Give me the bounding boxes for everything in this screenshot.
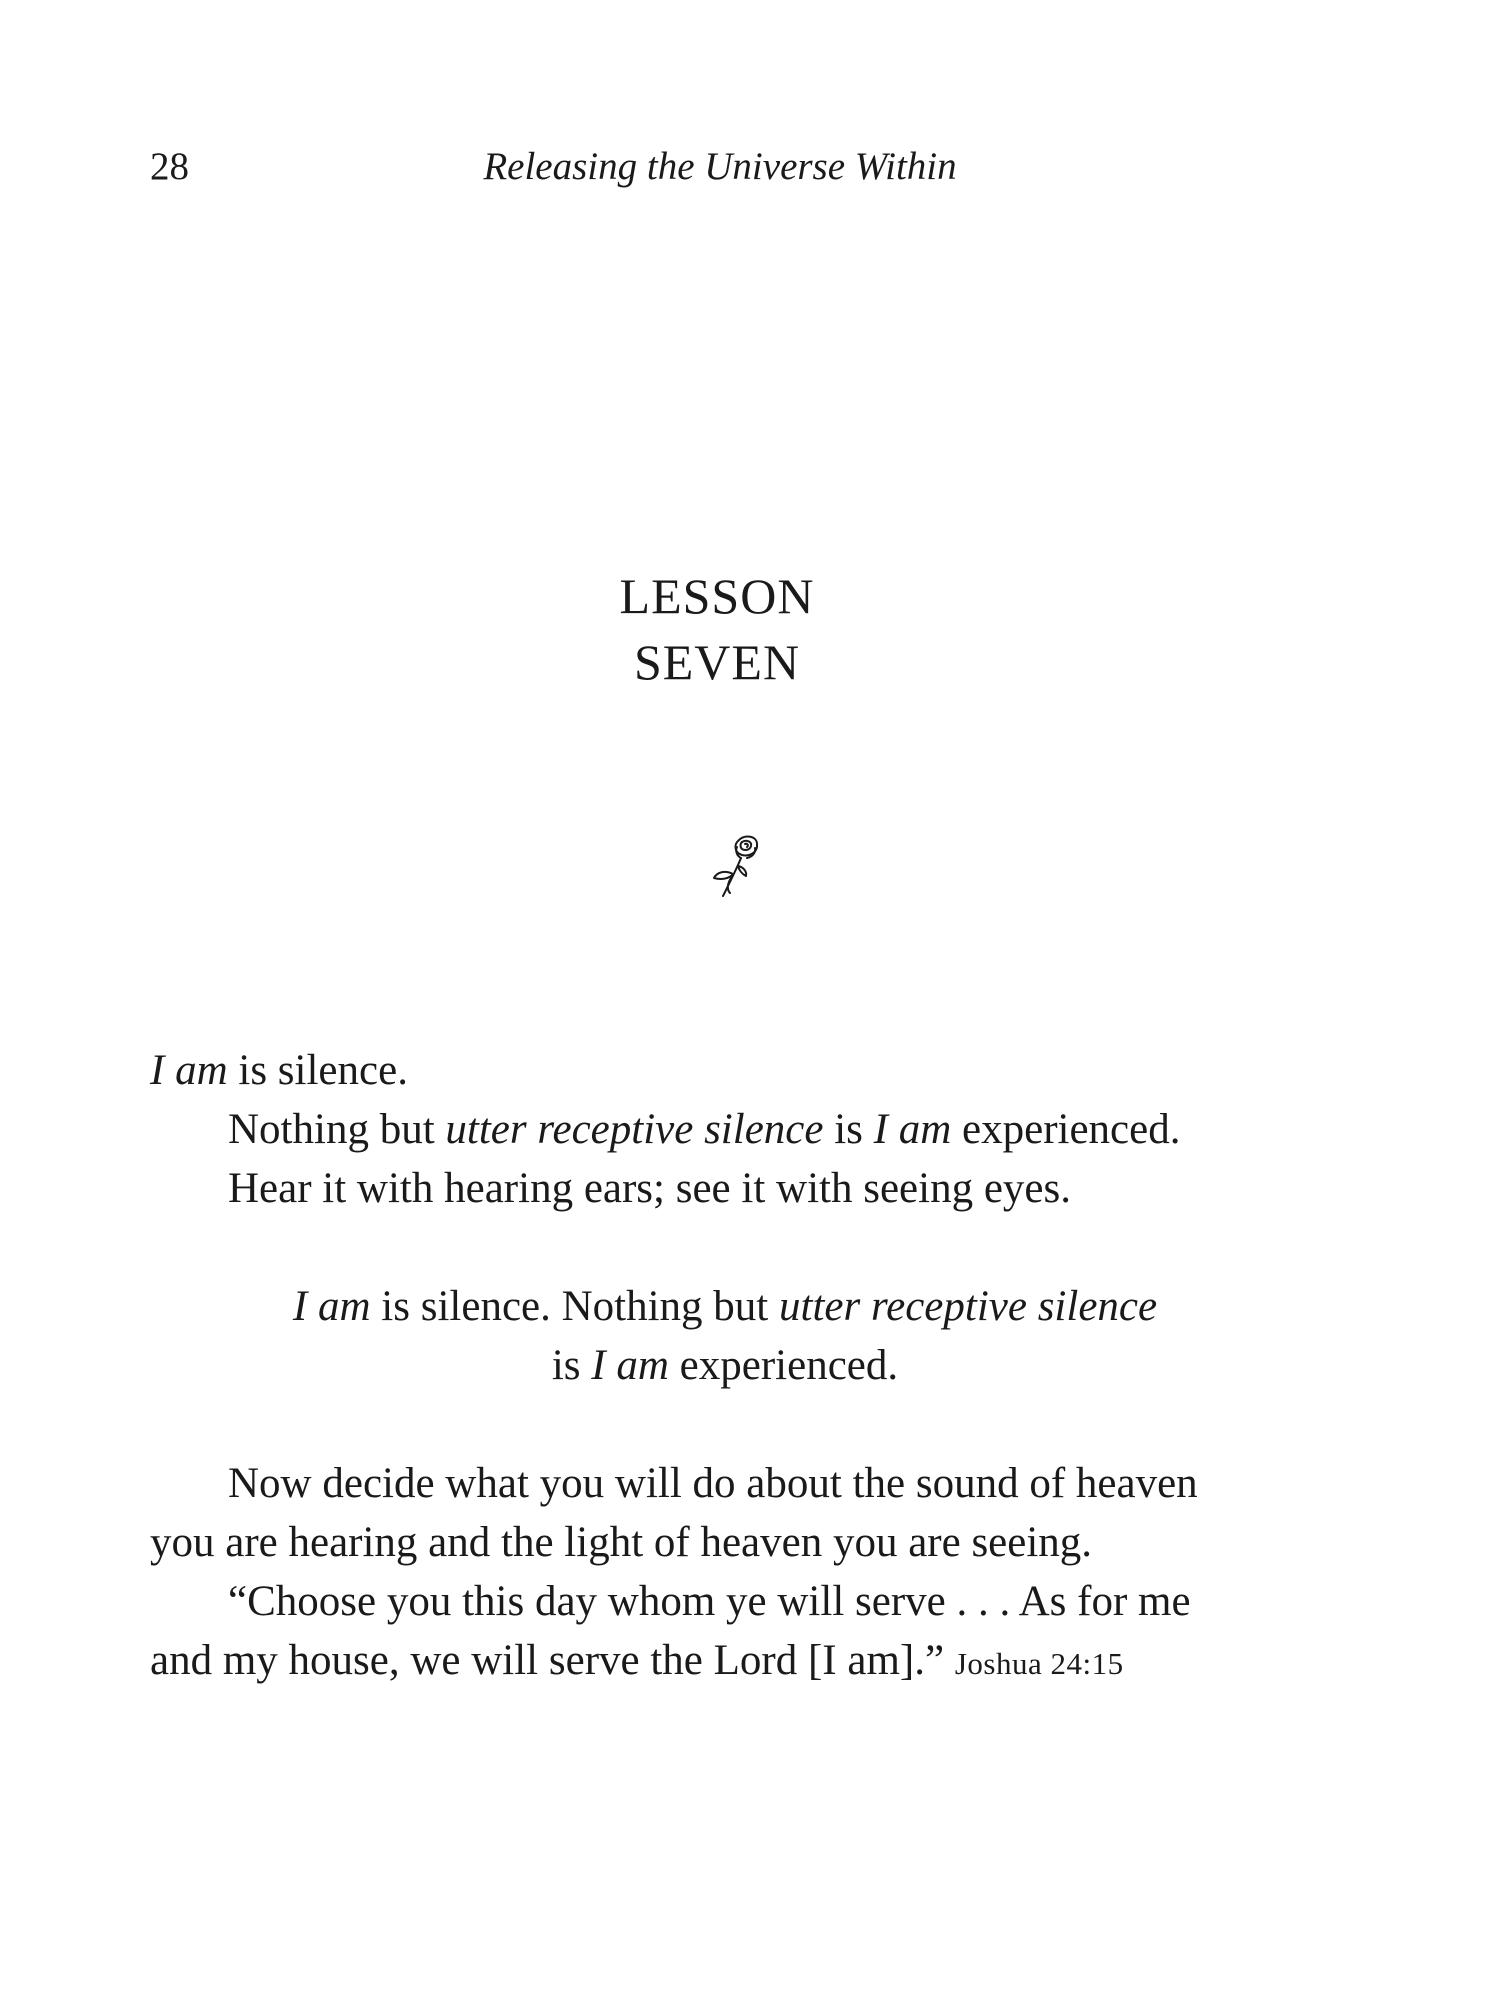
- text-span: experienced.: [668, 1342, 899, 1389]
- emphasis-utter-receptive-silence: utter receptive silence: [445, 1106, 824, 1153]
- emphasis-i-am: I am: [150, 1047, 228, 1094]
- text-span: Nothing but: [228, 1106, 446, 1153]
- paragraph-1: [150, 1041, 1300, 1218]
- para2-line4: [150, 1631, 1300, 1693]
- text-span: is: [551, 1342, 592, 1389]
- running-head: [150, 142, 1290, 192]
- text-span: is silence. Nothing but: [370, 1283, 780, 1330]
- page-number: 28: [150, 145, 189, 188]
- emphasis-i-am: I am: [873, 1106, 952, 1153]
- text-span: is: [823, 1106, 874, 1153]
- emphasis-i-am: I am: [591, 1342, 669, 1389]
- lesson-heading-line2: SEVEN: [633, 634, 801, 690]
- quote-line2: [150, 1336, 1300, 1395]
- lesson-heading: [0, 563, 1434, 695]
- paragraph-2: [150, 1454, 1300, 1693]
- para2-line2: you are hearing and the light of heaven you are seeing.: [150, 1519, 1093, 1566]
- text-span: is silence.: [227, 1047, 408, 1094]
- para2-line3: “Choose you this day whom ye will serve . . . As for me: [228, 1578, 1191, 1625]
- para1-line2: [150, 1100, 1300, 1159]
- quote-block: [150, 1277, 1300, 1395]
- scripture-citation: Joshua 24:15: [954, 1646, 1124, 1681]
- emphasis-i-am: I am: [292, 1283, 371, 1330]
- text-span: and my house, we will serve the Lord [I am].”: [150, 1637, 945, 1684]
- para1-line1: [150, 1041, 1300, 1100]
- emphasis-utter-receptive-silence: utter receptive silence: [779, 1283, 1158, 1330]
- para1-line3: Hear it with hearing ears; see it with seeing eyes.: [228, 1165, 1071, 1212]
- lesson-heading-line1: LESSON: [619, 568, 815, 624]
- para2-line1: Now decide what you will do about the sound of heaven: [228, 1460, 1198, 1507]
- rose-icon: [705, 830, 765, 900]
- book-title: Releasing the Universe Within: [483, 145, 957, 188]
- quote-line1: [150, 1277, 1300, 1336]
- text-span: experienced.: [951, 1106, 1181, 1153]
